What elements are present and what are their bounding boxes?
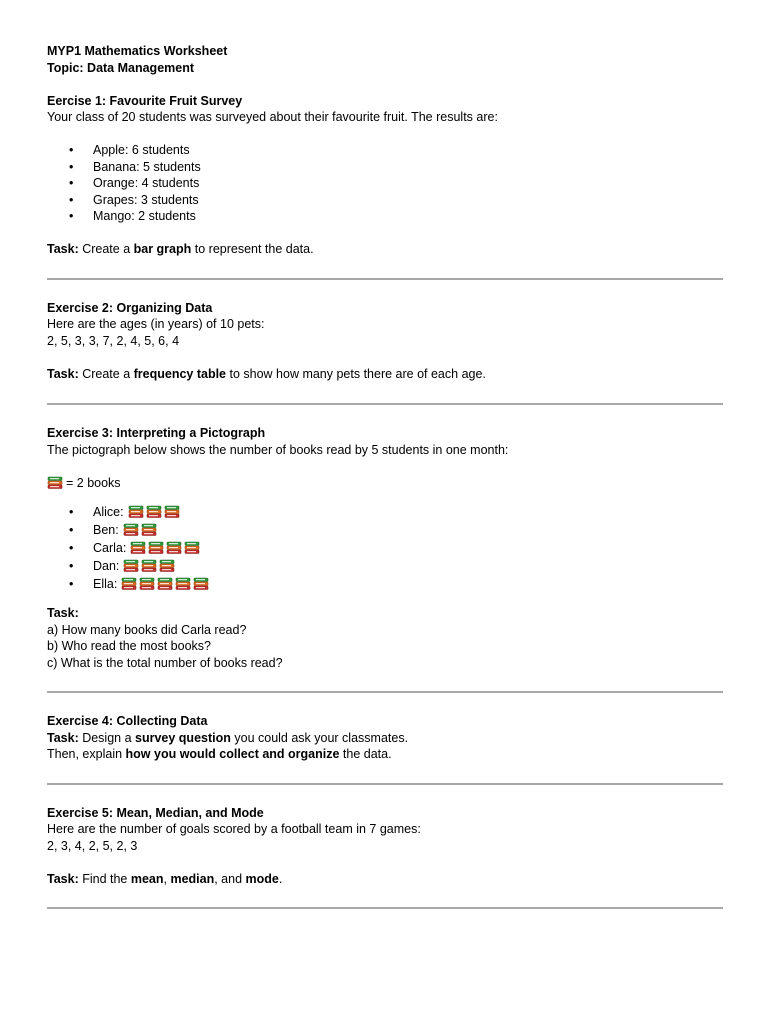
task-emphasis: how you would collect and organize [125,747,340,761]
list-item: • Grapes: 3 students [47,192,723,209]
task-text: Find the [78,871,131,886]
task-label: Task: [47,366,79,381]
books-icon [141,523,157,537]
exercise-5-intro: Here are the number of goals scored by a football team in 7 games: [47,822,421,836]
task-emphasis: mode [245,871,279,886]
books-icon [166,541,182,555]
books-icon [193,577,209,591]
exercise-5-heading: Exercise 5: Mean, Median, and Mode [47,805,264,820]
task-text: the data. [339,747,392,761]
question-c: c) What is the total number of books read? [47,655,283,670]
exercise-4-heading: Exercise 4: Collecting Data [47,714,208,728]
pictograph-row [47,575,723,593]
exercise-5-task [47,871,723,888]
student-label: Ella: [93,577,118,591]
exercise-3-task-label: Task: [47,606,79,620]
exercise-3-intro: The pictograph below shows the number of books read by 5 students in one month: [47,442,509,457]
goals-values: 2, 3, 4, 2, 5, 2, 3 [47,838,138,853]
pictograph-row [47,521,723,539]
books-icon [141,559,157,573]
book-icons [128,505,180,519]
worksheet-page [47,43,723,909]
exercise-2 [47,300,723,383]
list-item: • Orange: 4 students [47,175,723,192]
exercise-2-intro: Here are the ages (in years) of 10 pets: [47,317,265,331]
book-icons [121,577,209,591]
books-icon [157,577,173,591]
exercise-1-heading: Eercise 1: Favourite Fruit Survey [47,93,243,108]
exercise-4-task-line-1 [47,730,723,747]
pictograph-list [47,503,723,593]
books-icon [123,559,139,573]
books-icon [128,505,144,519]
pictograph-key-text: = 2 books [66,475,121,490]
task-text: Then, explain [47,747,126,761]
worksheet-topic: Topic: Data Management [47,60,195,75]
task-label: Task: [47,730,79,745]
student-label: Carla: [93,541,127,555]
question-b: b) Who read the most books? [47,639,211,653]
task-text: , and [214,871,246,886]
book-icons [123,559,175,573]
list-item: • Apple: 6 students [47,142,723,159]
exercise-2-task [47,366,723,383]
books-icon [123,523,139,537]
books-icon [175,577,191,591]
books-icon [121,577,137,591]
question-a: a) How many books did Carla read? [47,622,247,637]
pictograph-key [47,475,723,492]
task-text: Design a [78,730,136,745]
task-label: Task: [47,242,79,256]
task-emphasis: median [170,871,215,886]
exercise-1-intro: Your class of 20 students was surveyed about their favourite fruit. The results are: [47,110,498,124]
exercise-1-task [47,241,723,258]
books-icon [148,541,164,555]
task-text: Create a [78,242,134,256]
section-divider [47,907,723,909]
task-emphasis: frequency table [133,366,227,381]
task-text: to represent the data. [191,242,314,256]
books-icon [184,541,200,555]
task-emphasis: survey question [135,730,231,745]
exercise-4-task-line-2 [47,746,723,763]
exercise-5 [47,805,723,888]
pet-ages-values: 2, 5, 3, 3, 7, 2, 4, 5, 6, 4 [47,333,180,348]
task-text: Create a [78,366,134,381]
book-icons [123,523,157,537]
task-text: . [278,871,283,886]
task-label: Task: [47,871,79,886]
task-text: , [163,871,171,886]
student-label: Alice: [93,505,124,519]
books-icon [139,577,155,591]
list-item: • Banana: 5 students [47,159,723,176]
pictograph-row [47,539,723,557]
books-icon [47,476,63,490]
task-text: to show how many pets there are of each age. [226,366,486,381]
fruit-results-list [47,142,723,225]
task-text: you could ask your classmates. [230,730,409,745]
task-emphasis: bar graph [133,242,192,256]
books-icon [130,541,146,555]
pictograph-row [47,503,723,521]
pictograph-row [47,557,723,575]
exercise-4 [47,713,723,763]
worksheet-title: MYP1 Mathematics Worksheet [47,44,228,58]
book-icons [130,541,200,555]
books-icon [164,505,180,519]
student-label: Ben: [93,523,119,537]
exercise-3 [47,425,723,671]
books-icon [159,559,175,573]
exercise-1 [47,93,723,258]
exercise-2-heading: Exercise 2: Organizing Data [47,300,213,315]
task-emphasis: mean [130,871,164,886]
books-icon [146,505,162,519]
student-label: Dan: [93,559,120,573]
exercise-3-heading: Exercise 3: Interpreting a Pictograph [47,426,266,440]
list-item: • Mango: 2 students [47,208,723,225]
